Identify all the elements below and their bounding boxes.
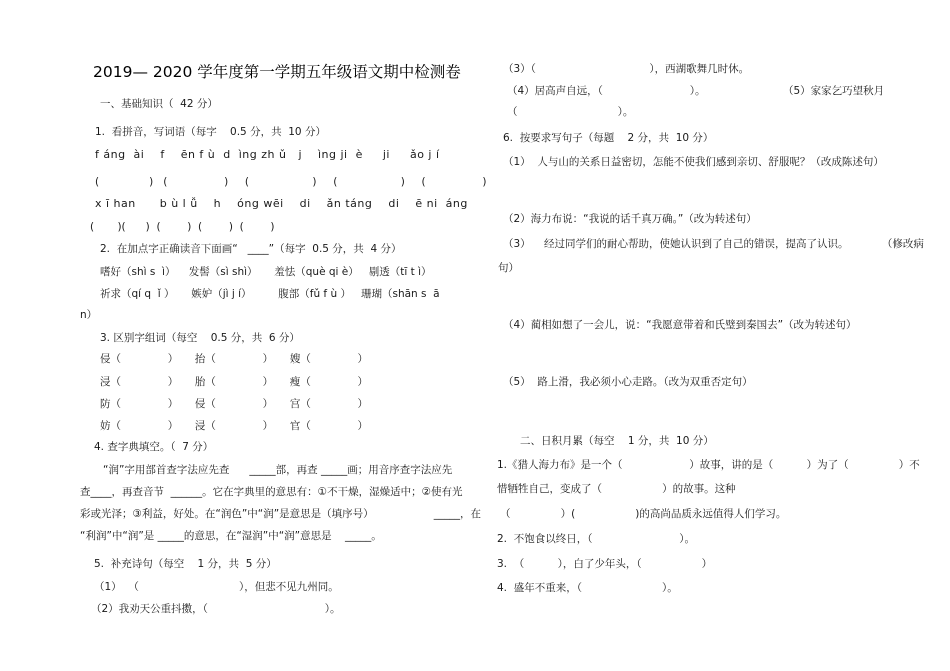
- q6-heading: 6. 按要求写句子（每题 2 分，共 10 分）: [503, 132, 714, 144]
- q3-row: 浸（ ） 胎（ ） 瘦（ ）: [100, 376, 369, 388]
- q6-sentence-1: （1） 人与山的关系日益密切，怎能不使我们感到亲切、舒服呢？（改成陈述句）: [503, 156, 884, 168]
- q6-sentence-3-cont: 句）: [498, 262, 519, 274]
- q1-pinyin-row1: f áng ài f ēn f ù d ìng zh ǔ j ìng ji è ji ǎo j í: [95, 148, 440, 161]
- q6-sentence-4: （4）蔺相如想了一会儿，说：“我愿意带着和氏璧到秦国去”（改为转述句）: [503, 319, 857, 331]
- page-title: 2019— 2020 学年度第一学期五年级语文期中检测卷: [93, 63, 461, 81]
- q1-pinyin-row2: x ī han b ù l ǚ h óng wēi di ǎn táng di ē ni áng: [95, 197, 468, 210]
- q7-line1: 1.《猎人海力布》是一个（ ）故事，讲的是（ ）为了（ ）不: [497, 459, 920, 471]
- q3-row: 侵（ ） 抬（ ） 嫂（ ）: [100, 353, 369, 365]
- q5-line5-blank: （ ）。: [507, 106, 634, 118]
- q7-line3: （ ）( )的高尚品质永远值得人们学习。: [500, 508, 787, 520]
- q7-line6: 4. 盛年不重来，（ ）。: [497, 582, 678, 594]
- q6-sentence-2: （2）海力布说：“我说的话千真万确。”（改为转述句）: [503, 213, 757, 225]
- q5-line3: （3）（ ），西湖歌舞几时休。: [503, 63, 750, 75]
- section-basic-knowledge: 一、基础知识（ 42 分）: [100, 98, 218, 110]
- q3-row: 防（ ） 侵（ ） 宫（ ）: [100, 398, 369, 410]
- q1-heading: 1. 看拼音，写词语（每字 0.5 分，共 10 分）: [95, 126, 326, 138]
- q1-blank-row2: ( )( ) ( ) ( ) ( ): [90, 221, 275, 233]
- q6-sentence-5: （5） 路上滑，我必须小心走路。（改为双重否定句）: [503, 376, 753, 388]
- q5-line1: （1） （ ），但悲不见九州同。: [94, 581, 339, 593]
- q7-line2: 惜牺牲自己，变成了（ ）的故事。这种: [497, 483, 736, 495]
- q3-heading: 3. 区别字组词（每空 0.5 分，共 6 分）: [100, 332, 300, 344]
- q4-line3: 彩或光泽；③利益，好处。在“润色”中“润”是意思是（填序号） _____，在: [80, 508, 481, 520]
- q4-line1: “润”字用部首查字法应先查 _____部，再查 _____画；用音序查字法应先: [103, 464, 453, 476]
- q2-row1: 嗜好（shì s ì） 发髻（sì shì） 羞怯（què qi è） 剔透（tī t ì）: [100, 266, 432, 278]
- q3-row: 妨（ ） 浸（ ） 官（ ）: [100, 420, 369, 432]
- q2-row3: n）: [80, 309, 98, 321]
- q7-line5: 3. （ ），白了少年头，（ ）: [497, 558, 713, 570]
- q4-line2: 查____，再查音节 ______。它在字典里的意思有：①不干燥，湿燥适中；②使有光: [80, 486, 463, 498]
- q2-heading: 2. 在加点字正确读音下面画“ ____”（每字 0.5 分，共 4 分）: [100, 243, 402, 255]
- q6-sentence-3: （3） 经过同学们的耐心帮助，使她认识到了自己的错误，提高了认识。 （修改病: [503, 238, 924, 250]
- q5-line2: （2）我劝天公重抖擞，（ ）。: [91, 603, 341, 615]
- q2-row2: 祈求（qí q ǐ ） 嫉妒（jì j í） 腹部（fǔ f ù ） 珊瑚（shān s ā: [100, 288, 440, 300]
- q1-blank-row1: ( ) ( ) ( ) ( ) ( ): [95, 176, 487, 188]
- q4-line4: “利润”中“润”是 _____的意思，在“湿润”中“润”意思是 _____。: [80, 530, 382, 542]
- q5-heading: 5. 补充诗句（每空 1 分，共 5 分）: [94, 558, 277, 570]
- q4-heading: 4. 查字典填空。（ 7 分）: [94, 441, 214, 453]
- section-daily-accumulation: 二、日积月累（每空 1 分，共 10 分）: [520, 435, 714, 447]
- q5-line4: （4）居高声自远，（ ）。: [507, 85, 706, 97]
- q5-line5: （5）家家乞巧望秋月: [783, 85, 885, 97]
- q7-line4: 2. 不饱食以终日，（ ）。: [497, 533, 695, 545]
